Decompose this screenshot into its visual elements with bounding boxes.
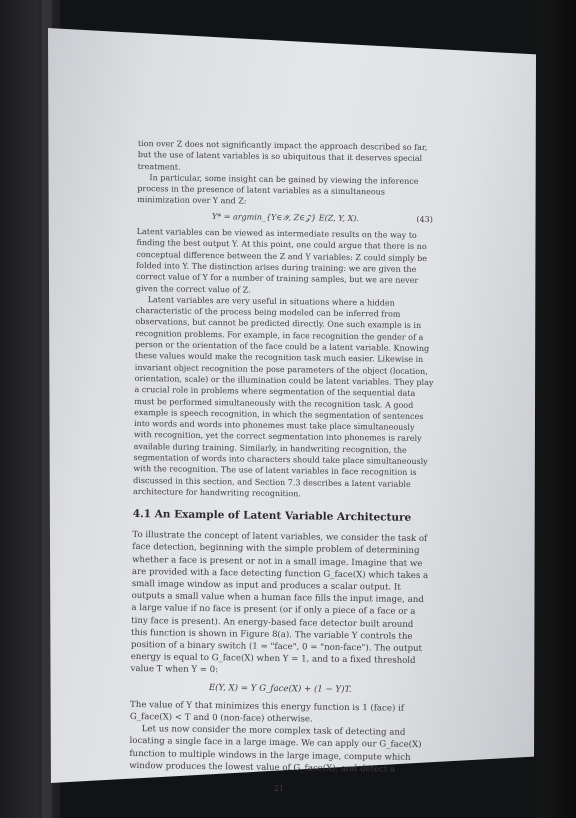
equation-43-formula: Y* = argmin_{Y∈𝒴, Z∈𝒵} E(Z, Y, X). <box>211 211 360 223</box>
background-right-wall <box>536 0 576 818</box>
document-page <box>129 138 438 795</box>
paragraph-insight: In particular, some insight can be gained by viewing the inference process in the presence of latent variables as a simultaneous minimization over Y and Z: <box>137 173 419 207</box>
equation-energy: E(Y, X) = Y G_face(X) + (1 − Y)T. <box>208 682 352 695</box>
equation-43-number: (43) <box>416 214 433 224</box>
paragraph-latent-useful: Latent variables are very useful in situations where a hidden characteristic of the process being modeled can be inferred from observations, but cannot be predicted directly. One such example is in recognition problems. For example, in face recognition the gender of a person or the orientation of the face could be a latent variable. Knowing these values would make the recognition task much easier. Likewise in invariant object recognition the pose parameters of the object (location, orientation, scale) or the illumination could be latent variables. They play a crucial role in problems where segmentation of the sequential data must be performed simultaneously with the recognition task. A good example is speech recognition, in which the segmentation of sentences into words and words into phonemes must take place simultaneously with recognition, yet the correct segmentation into phonemes is rarely available during training. Similarly, in handwriting recognition, the segmentation of words into characters should take place simultaneously with the recognition. The use of latent variables in face recognition is discussed in this section, and Section 7.3 describes a latent variable architecture for handwriting recognition. <box>133 295 434 499</box>
paragraph-example: To illustrate the concept of latent variables, we consider the task of face detection, beginning with the simple problem of determining whether a face is present or not in a small image. Imagine that we are provided with a face detecting function G_face(X) which takes a small image window as input and produces a scalar output. It outputs a small value when a human face fills the input image, and a large value if no face is present (or if only a piece of a face or a tiny face is present). An energy-based face detector built around this function is shown in Figure 8(a). The variable Y controls the position of a binary switch (1 = "face", 0 = "non-face"). The output energy is equal to G_face(X) when Y = 1, and to a fixed threshold value T when Y = 0: <box>130 530 429 676</box>
equation-43 <box>137 210 437 225</box>
paragraph-latent-intermediate: Latent variables can be viewed as intermediate results on the way to finding the best output Y. At this point, one could argue that there is no conceptual difference between the Z and Y variables: Z could simply be folded into Y. The distinction arises during training: we are given the correct value of Y for a number of training samples, but we are never given the correct value of Z. <box>135 227 428 295</box>
paragraph-top: tion over Z does not significantly impact the approach described so far, but the use of latent variables is so ubiquitous that it deserves special treatment. <box>137 138 428 172</box>
section-body <box>129 529 432 776</box>
page-number: 21 <box>273 784 285 795</box>
paragraph-minimize: The value of Y that minimizes this energy function is 1 (face) if G_face(X) < T and 0 (non-face) otherwise. <box>129 699 405 725</box>
section-heading: 4.1 An Example of Latent Variable Architecture <box>132 508 412 525</box>
paragraph-complex: Let us now consider the more complex task of detecting and locating a single face in a large image. We can apply our G_face(X) function to multiple windows in the large image, compute which window produces the lowest value of G_face(X), and detect a <box>129 724 422 775</box>
